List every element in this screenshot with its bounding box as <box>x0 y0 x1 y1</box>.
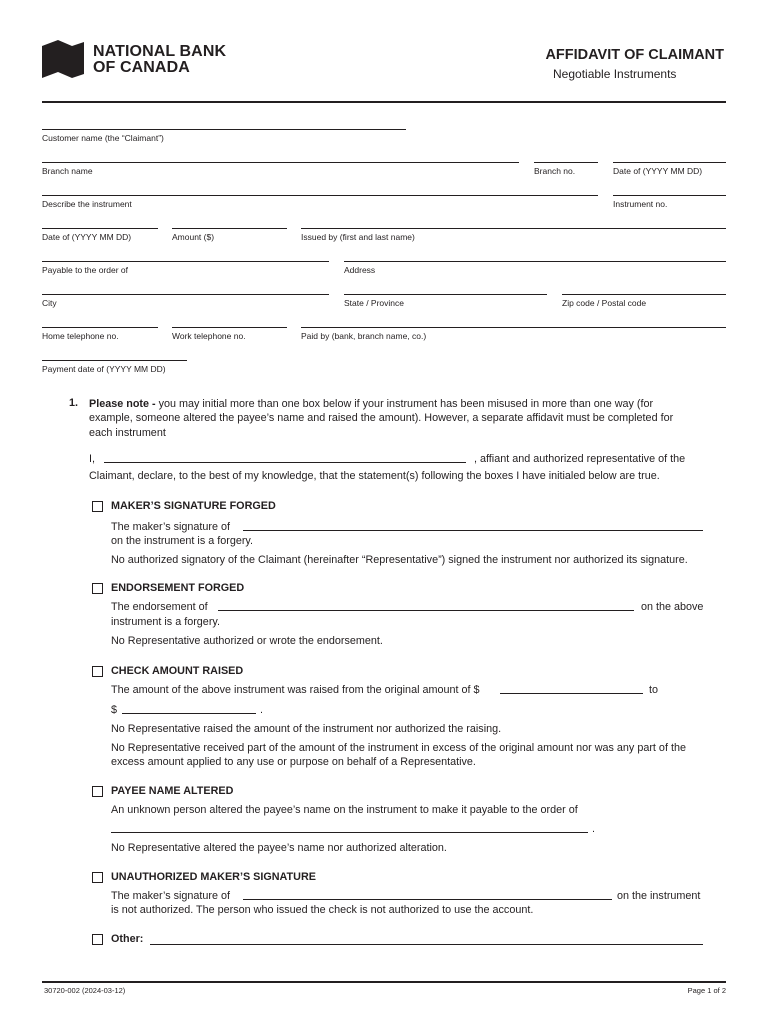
city-field[interactable] <box>42 294 329 308</box>
note-line-2: example, someone altered the payee’s name and raised the amount). However, a separate affidavit must be completed for <box>89 412 674 424</box>
form-code: 30720-002 (2024-03-12) <box>44 986 126 995</box>
paid-by-label: Paid by (bank, branch name, co.) <box>301 331 427 341</box>
maker-signature-checkbox[interactable] <box>92 501 103 512</box>
payee-altered-checkbox[interactable] <box>92 786 103 797</box>
amount-field[interactable] <box>172 228 287 242</box>
unauthorized-name-line[interactable] <box>243 899 612 900</box>
address-label: Address <box>344 265 376 275</box>
amount-line-3: No Representative raised the amount of the instrument nor authorized the raising. <box>111 723 502 735</box>
branch-name-field[interactable] <box>42 162 519 176</box>
amount-line-5: excess amount applied to any use or purpose on behalf of a Representative. <box>111 756 476 768</box>
footer-divider <box>42 981 726 983</box>
document-subtitle: Negotiable Instruments <box>553 67 677 81</box>
date-label-2: Date of (YYYY MM DD) <box>42 232 132 242</box>
bank-logo <box>42 40 226 80</box>
endorsement-line-2: instrument is a forgery. <box>111 616 221 628</box>
issued-by-label: Issued by (first and last name) <box>301 232 415 242</box>
payee-altered-heading: PAYEE NAME ALTERED <box>111 785 234 797</box>
note-line-3: each instrument <box>89 427 166 439</box>
home-phone-field[interactable] <box>42 327 158 341</box>
declaration-line-2: Claimant, declare, to the best of my knowledge, that the statement(s) following the boxes I have initialed below are true. <box>89 470 660 482</box>
payment-date-field[interactable] <box>42 360 187 374</box>
declaration-line-1-end: , affiant and authorized representative of the <box>474 453 686 465</box>
amount-line-1: The amount of the above instrument was raised from the original amount of $ <box>111 684 480 696</box>
maker-name-line[interactable] <box>243 530 703 531</box>
address-field[interactable] <box>344 261 726 275</box>
raised-amount-line[interactable] <box>122 713 256 714</box>
other-checkbox[interactable] <box>92 934 103 945</box>
paid-by-field[interactable] <box>301 327 726 341</box>
page-number: Page 1 of 2 <box>687 986 726 995</box>
endorsement-line-1: The endorsement of <box>111 601 208 613</box>
other-description-line[interactable] <box>150 944 703 945</box>
unauthorized-line-2: is not authorized. The person who issued the check is not authorized to use the account. <box>111 904 534 916</box>
amount-line-1-end: to <box>649 684 659 696</box>
maker-line-2: on the instrument is a forgery. <box>111 535 254 547</box>
state-field[interactable] <box>344 294 547 308</box>
unauthorized-signature-heading: UNAUTHORIZED MAKER’S SIGNATURE <box>111 871 316 883</box>
branch-no-label: Branch no. <box>534 166 576 176</box>
other-heading: Other: <box>111 933 144 945</box>
work-phone-field[interactable] <box>172 327 287 341</box>
zip-field[interactable] <box>562 294 726 308</box>
instrument-no-field[interactable] <box>613 195 726 209</box>
maker-line-1: The maker’s signature of <box>111 521 231 533</box>
endorsement-name-line[interactable] <box>218 610 634 611</box>
describe-instrument-label: Describe the instrument <box>42 199 132 209</box>
unauthorized-line-1-end: on the instrument <box>617 890 701 902</box>
note-text-1: you may initial more than one box below if your instrument has been misused in more than one way (for <box>155 398 654 410</box>
affiant-name-line[interactable] <box>104 462 466 463</box>
payable-to-field[interactable] <box>42 261 329 275</box>
note-line-1 <box>89 397 653 411</box>
amount-line-2: $ <box>111 704 118 716</box>
unauthorized-line-1: The maker’s signature of <box>111 890 231 902</box>
payee-line-1: An unknown person altered the payee’s name on the instrument to make it payable to the order of <box>111 804 578 816</box>
payment-date-label: Payment date of (YYYY MM DD) <box>42 364 166 374</box>
bank-logo-mark <box>42 40 84 80</box>
endorsement-heading: ENDORSEMENT FORGED <box>111 582 245 594</box>
original-amount-line[interactable] <box>500 693 643 694</box>
note-label: Please note - <box>89 398 156 410</box>
payable-to-label: Payable to the order of <box>42 265 129 275</box>
amount-label: Amount ($) <box>172 232 215 242</box>
work-phone-label: Work telephone no. <box>172 331 246 341</box>
date-field-2[interactable] <box>42 228 158 242</box>
state-label: State / Province <box>344 298 405 308</box>
maker-line-3: No authorized signatory of the Claimant (hereinafter “Representative”) signed the instrument nor authorized its signature. <box>111 554 688 566</box>
document-title: AFFIDAVIT OF CLAIMANT <box>545 47 724 63</box>
issued-by-field[interactable] <box>301 228 726 242</box>
amount-raised-heading: CHECK AMOUNT RAISED <box>111 665 244 677</box>
date-label-1: Date of (YYYY MM DD) <box>613 166 703 176</box>
payee-line-3: No Representative altered the payee’s name nor authorized alteration. <box>111 842 447 854</box>
note-number: 1. <box>69 397 79 409</box>
bank-logo-text: NATIONAL BANK OF CANADA <box>93 43 227 76</box>
amount-raised-checkbox[interactable] <box>92 666 103 677</box>
endorsement-checkbox[interactable] <box>92 583 103 594</box>
instrument-no-label: Instrument no. <box>613 199 668 209</box>
home-phone-label: Home telephone no. <box>42 331 119 341</box>
branch-name-label: Branch name <box>42 166 93 176</box>
payee-name-line[interactable] <box>111 832 588 833</box>
date-field-1[interactable] <box>613 162 726 176</box>
branch-no-field[interactable] <box>534 162 598 176</box>
customer-name-label: Customer name (the “Claimant”) <box>42 133 164 143</box>
declaration-prefix: I, <box>89 453 95 465</box>
header-divider <box>42 101 726 103</box>
customer-name-field[interactable] <box>42 129 406 143</box>
amount-line-4: No Representative received part of the amount of the instrument in excess of the original amount nor was any part of the <box>111 742 686 754</box>
zip-label: Zip code / Postal code <box>562 298 647 308</box>
endorsement-line-1-end: on the above <box>641 601 704 613</box>
payee-line-2-end: . <box>592 823 595 835</box>
city-label: City <box>42 298 57 308</box>
describe-instrument-field[interactable] <box>42 195 598 209</box>
amount-line-2-end: . <box>260 704 263 716</box>
maker-signature-heading: MAKER’S SIGNATURE FORGED <box>111 500 276 512</box>
endorsement-line-3: No Representative authorized or wrote the endorsement. <box>111 635 383 647</box>
unauthorized-signature-checkbox[interactable] <box>92 872 103 883</box>
